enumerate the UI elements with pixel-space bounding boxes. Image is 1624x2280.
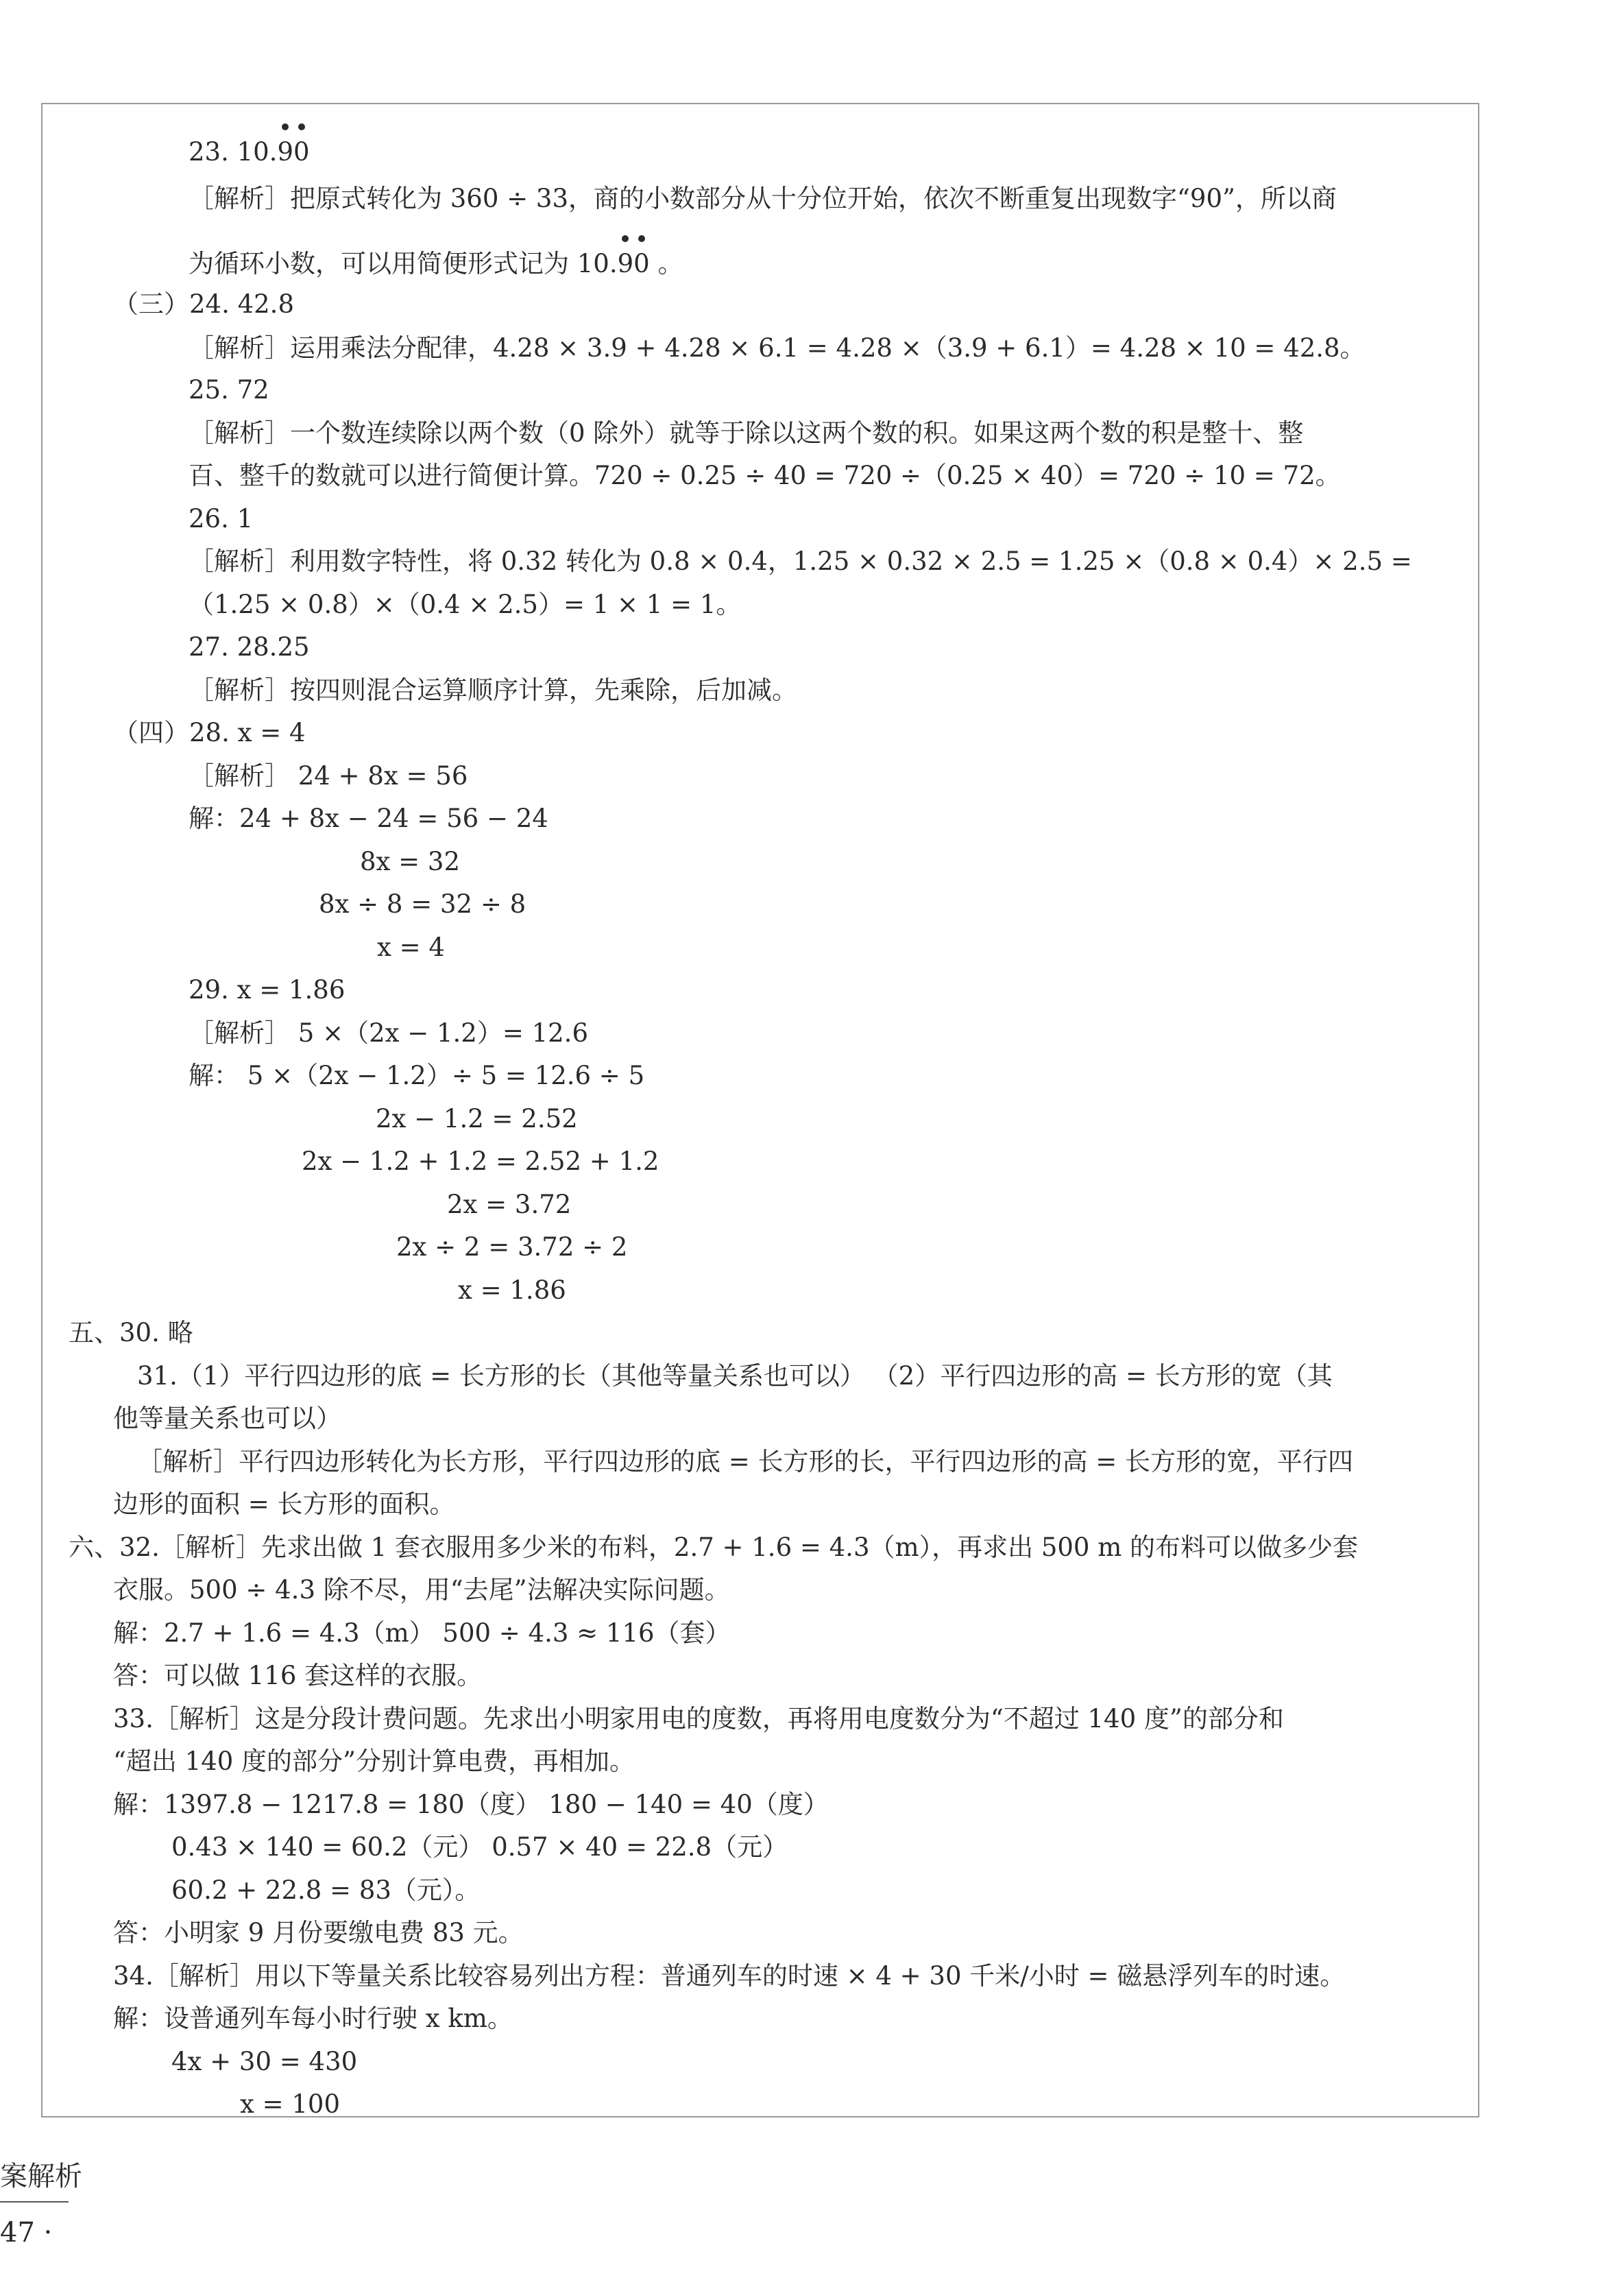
footer-rule	[0, 2201, 69, 2203]
answer-line: 2x − 1.2 + 1.2 = 2.52 + 1.2	[302, 1147, 659, 1176]
answer-line: 解：2.7 + 1.6 = 4.3（m） 500 ÷ 4.3 ≈ 116（套）	[113, 1618, 731, 1648]
answer-line: （1.25 × 0.8）×（0.4 × 2.5）= 1 × 1 = 1。	[189, 590, 742, 619]
answer-line: 8x ÷ 8 = 32 ÷ 8	[319, 889, 526, 919]
answer-line: 34.［解析］用以下等量关系比较容易列出方程：普通列车的时速 × 4 + 30 千米/小时 = 磁悬浮列车的时速。	[113, 1961, 1346, 1991]
answer-line: x = 1.86	[458, 1275, 566, 1305]
answer-line: 60.2 + 22.8 = 83（元）。	[171, 1875, 481, 1905]
answer-line: 27. 28.25	[189, 632, 310, 662]
repeating-digit: 0	[633, 249, 650, 278]
line-text: 23. 10.	[189, 137, 278, 167]
answer-line: ［解析］ 5 ×（2x − 1.2）= 12.6	[189, 1018, 588, 1048]
answer-line: 2x − 1.2 = 2.52	[376, 1104, 578, 1133]
answer-line: 解：1397.8 − 1217.8 = 180（度） 180 − 140 = 40（度）	[113, 1790, 829, 1819]
answer-line: ［解析］ 24 + 8x = 56	[189, 761, 468, 791]
answer-line: 0.43 × 140 = 60.2（元） 0.57 × 40 = 22.8（元）	[171, 1832, 788, 1862]
repeating-digit: 9	[617, 249, 634, 278]
answer-line: 2x ÷ 2 = 3.72 ÷ 2	[396, 1232, 628, 1262]
answer-line: ［解析］一个数连续除以两个数（0 除外）就等于除以这两个数的积。如果这两个数的积是整十、整	[189, 418, 1304, 448]
answer-line: 五、30. 略	[69, 1318, 193, 1347]
answer-line: 六、32.［解析］先求出做 1 套衣服用多少米的布料，2.7 + 1.6 = 4.3（m），再求出 500 m 的布料可以做多少套	[69, 1533, 1359, 1562]
answer-line: ［解析］利用数字特性，将 0.32 转化为 0.8 × 0.4，1.25 × 0.32 × 2.5 = 1.25 ×（0.8 × 0.4）× 2.5 =	[189, 547, 1412, 576]
repeating-digit: 0	[293, 137, 310, 167]
answer-line: 他等量关系也可以）	[113, 1404, 341, 1433]
answer-line: 解： 5 ×（2x − 1.2）÷ 5 = 12.6 ÷ 5	[189, 1061, 645, 1090]
answer-line: ［解析］把原式转化为 360 ÷ 33，商的小数部分从十分位开始，依次不断重复出现数字“90”，所以商	[189, 184, 1337, 213]
answer-line: 33.［解析］这是分段计费问题。先求出小明家用电的度数，再将用电度数分为“不超过 140 度”的部分和	[113, 1704, 1284, 1733]
answer-line: ［解析］平行四边形转化为长方形，平行四边形的底 = 长方形的长，平行四边形的高 = 长方形的宽，平行四	[137, 1447, 1354, 1476]
answer-line: x = 4	[377, 933, 445, 962]
line-text: 为循环小数，可以用简便形式记为 10.	[189, 249, 618, 278]
answer-line: 4x + 30 = 430	[171, 2047, 358, 2076]
answer-line: 29. x = 1.86	[189, 975, 346, 1005]
page-number: 47 ·	[0, 2217, 53, 2248]
answer-line: （三）24. 42.8	[113, 289, 294, 319]
answer-line: 解：设普通列车每小时行驶 x km。	[113, 2004, 513, 2033]
answer-line: “超出 140 度的部分”分别计算电费，再相加。	[113, 1747, 635, 1776]
answer-line: 2x = 3.72	[447, 1190, 572, 1219]
answer-line: 解：24 + 8x − 24 = 56 − 24	[189, 804, 548, 833]
answer-line: x = 100	[240, 2089, 341, 2119]
answer-line: 31.（1）平行四边形的底 = 长方形的长（其他等量关系也可以） （2）平行四边形的高 = 长方形的宽（其	[137, 1361, 1333, 1391]
answer-line: 答：可以做 116 套这样的衣服。	[113, 1661, 483, 1690]
answer-line: 衣服。500 ÷ 4.3 除不尽，用“去尾”法解决实际问题。	[113, 1575, 730, 1605]
footer-section-label: 案解析	[0, 2161, 82, 2192]
answer-line: ［解析］按四则混合运算顺序计算，先乘除，后加减。	[189, 675, 797, 705]
answer-line: 百、整千的数就可以进行简便计算。720 ÷ 0.25 ÷ 40 = 720 ÷（0.25 × 40）= 720 ÷ 10 = 72。	[189, 461, 1341, 490]
answer-line: 8x = 32	[360, 847, 461, 876]
answer-line: 答：小明家 9 月份要缴电费 83 元。	[113, 1918, 524, 1947]
answer-line	[189, 137, 310, 167]
answer-line: 边形的面积 = 长方形的面积。	[113, 1489, 455, 1519]
answer-line: 26. 1	[189, 504, 254, 533]
answer-line: 25. 72	[189, 375, 269, 405]
answer-line	[189, 249, 683, 279]
answer-line: （四）28. x = 4	[113, 718, 306, 747]
repeating-digit: 9	[277, 137, 293, 167]
line-text: 。	[649, 249, 683, 278]
answer-line: ［解析］运用乘法分配律，4.28 × 3.9 + 4.28 × 6.1 = 4.28 ×（3.9 + 6.1）= 4.28 × 10 = 42.8。	[189, 333, 1366, 363]
